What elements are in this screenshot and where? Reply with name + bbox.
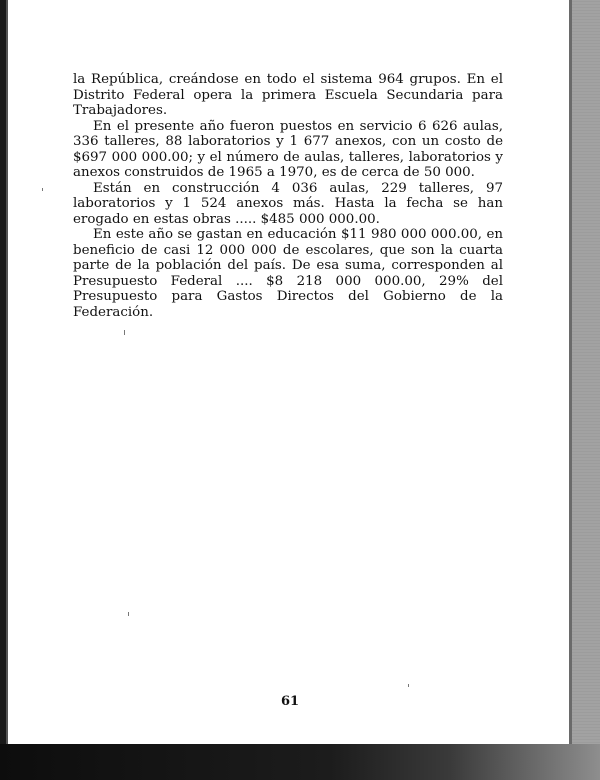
paragraph: En el presente año fueron puestos en servicio 6 626 aulas, 336 talleres, 88 laboratorios y 1 677 anexos, con un costo de $697 000 000.00; y el número de aulas, talleres, laboratorios y anexos construidos de 1965 a 1970, es de cerca de 50 000. bbox=[73, 118, 503, 180]
scan-speck bbox=[124, 330, 125, 335]
paragraph: En este año se gastan en educación $11 980 000 000.00, en beneficio de casi 12 000 000 de escolares, que son la cuarta parte de la población del país. De esa suma, corresponden al Presupuesto Federal .... $8 218 000 000.00, 29% del Presupuesto para Gastos Directos del Gobierno de la Federación. bbox=[73, 227, 503, 320]
body-text bbox=[73, 72, 503, 320]
paragraph: la República, creándose en todo el sistema 964 grupos. En el Distrito Federal opera la primera Escuela Secundaria para Trabajadores. bbox=[73, 72, 503, 118]
binding-shadow-left-inner bbox=[6, 0, 8, 745]
scan-speck bbox=[128, 612, 129, 616]
scan-speck bbox=[42, 188, 43, 191]
paragraph: Están en construcción 4 036 aulas, 229 talleres, 97 laboratorios y 1 524 anexos más. Hasta la fecha se han erogado en estas obras ..... $485 000 000.00. bbox=[73, 180, 503, 227]
scan-border-right bbox=[572, 0, 600, 780]
scan-border-bottom bbox=[0, 744, 600, 780]
page-number: 61 bbox=[280, 694, 300, 709]
scan-speck bbox=[408, 684, 409, 687]
